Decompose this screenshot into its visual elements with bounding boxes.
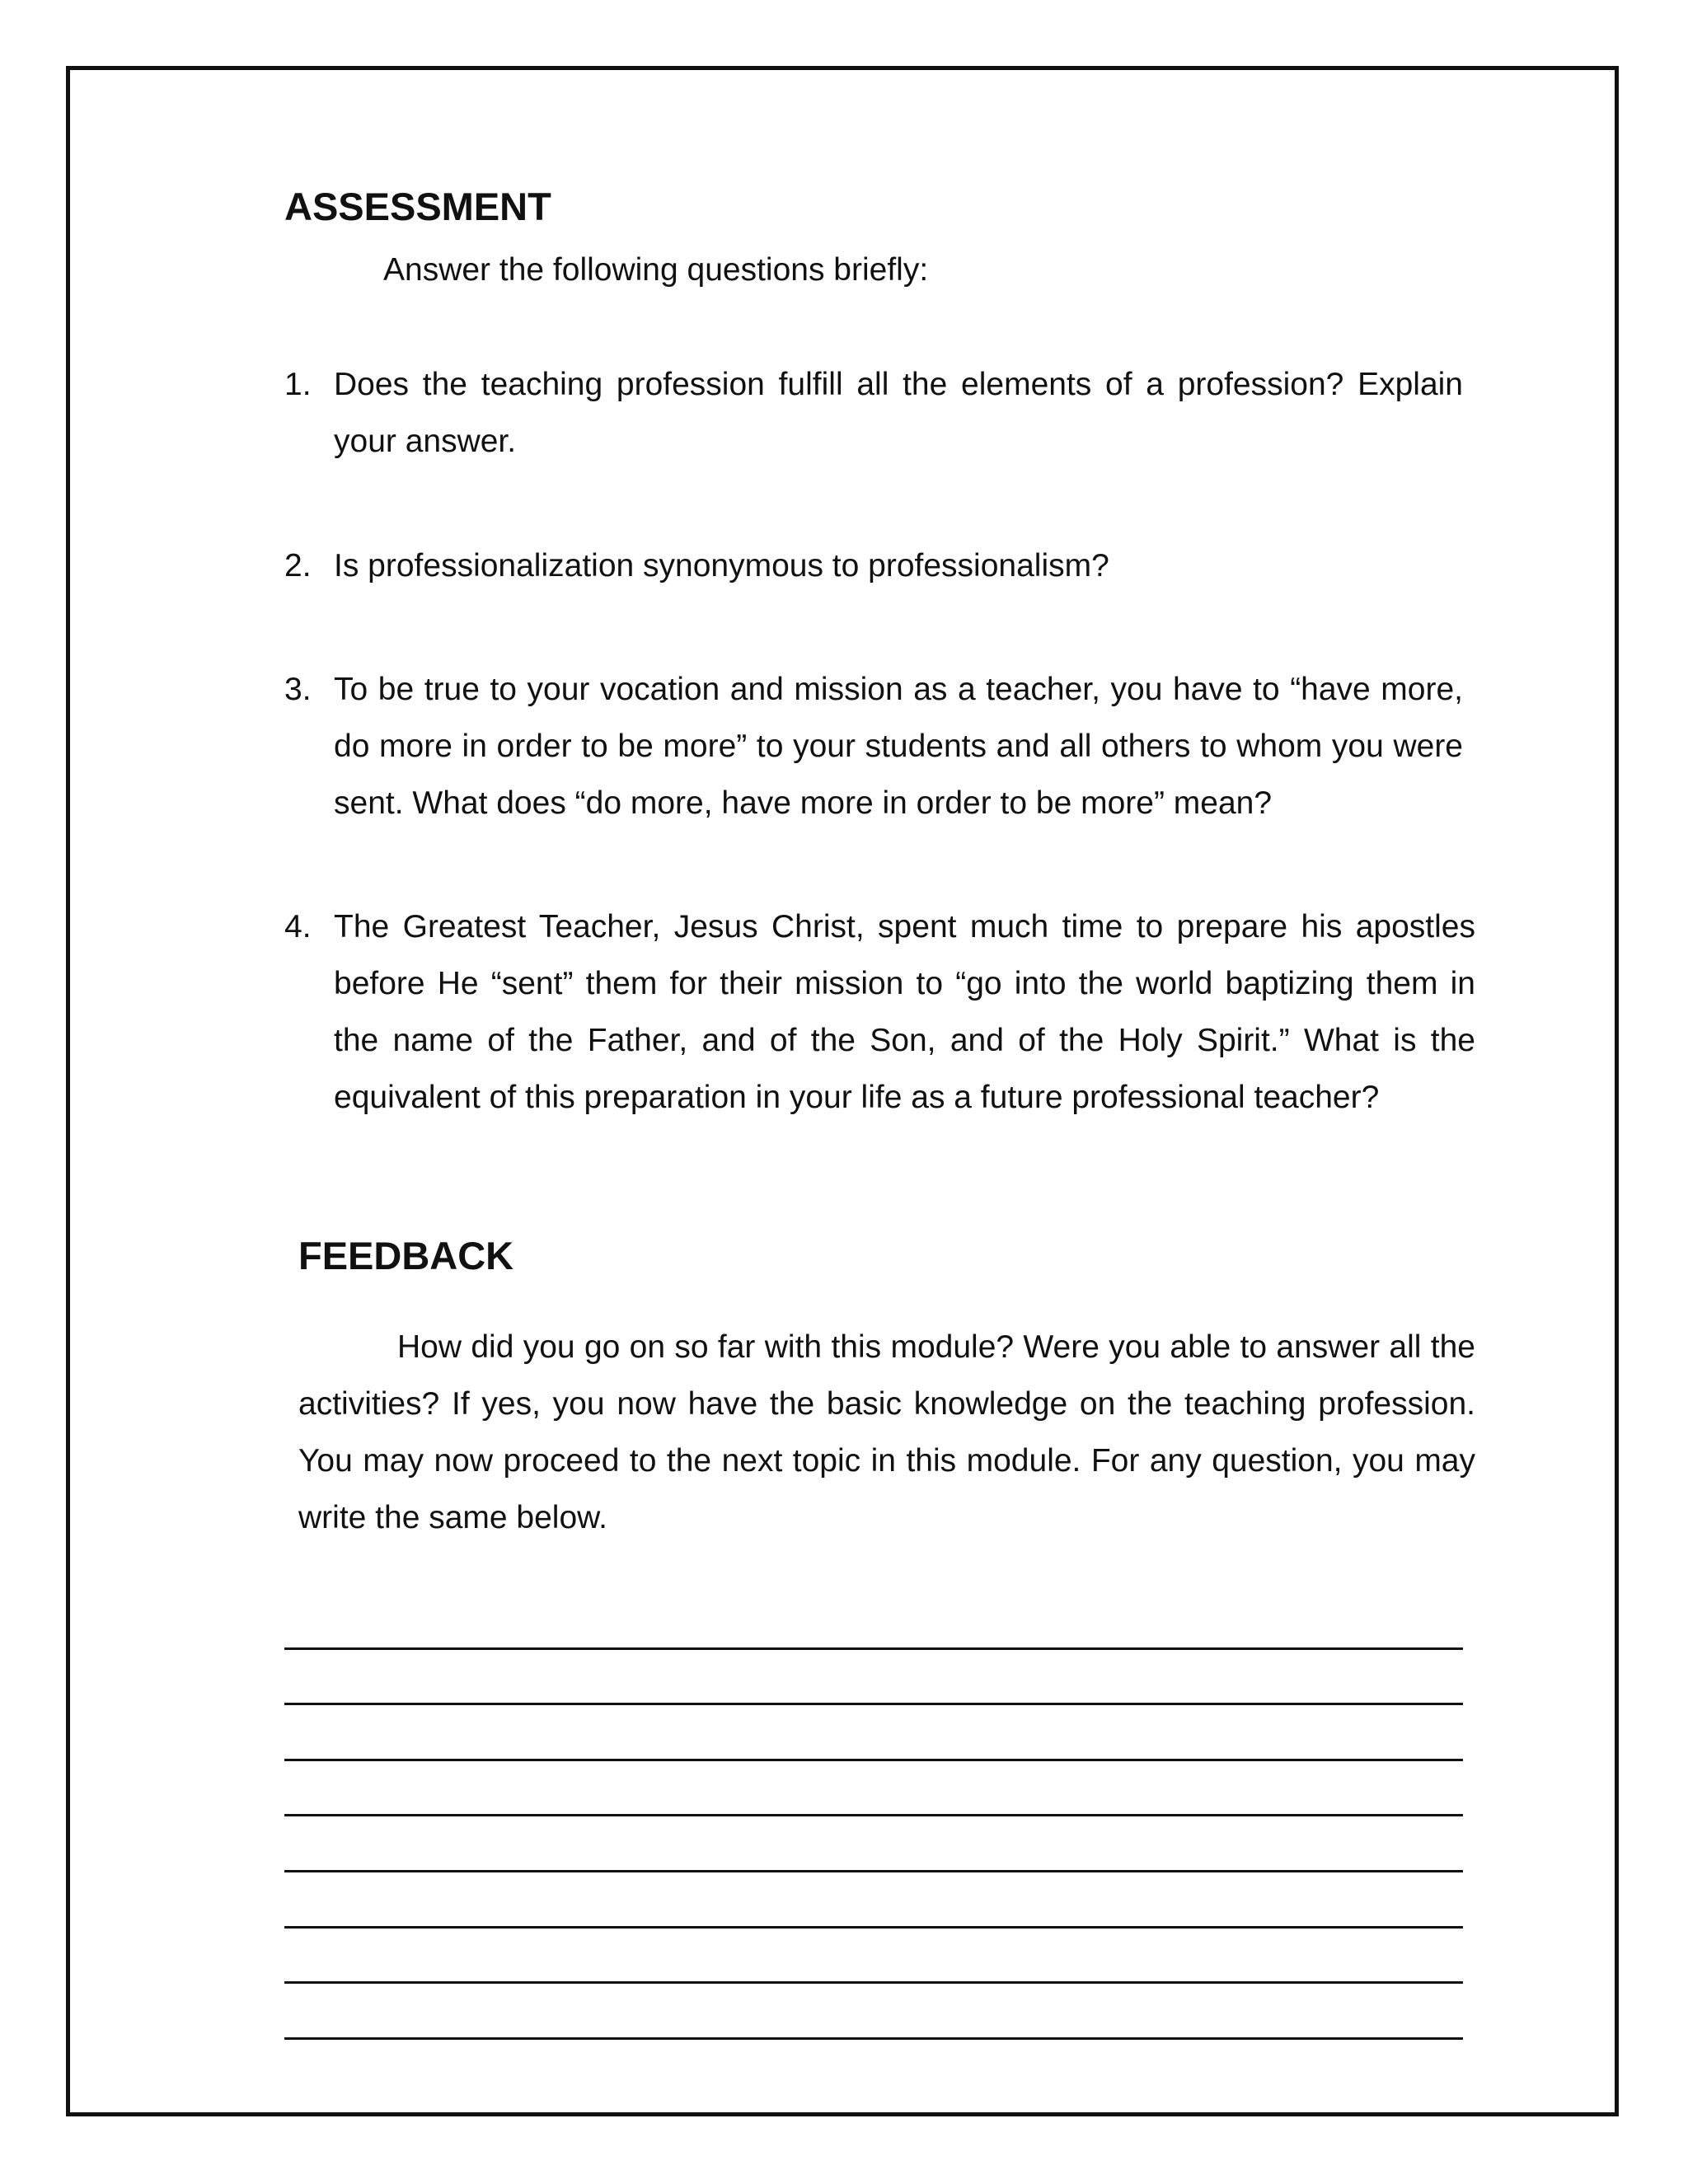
answer-line[interactable]: [284, 1705, 1463, 1761]
answer-line[interactable]: [284, 1816, 1463, 1872]
answer-line[interactable]: [284, 1929, 1463, 1985]
assessment-heading: ASSESSMENT: [284, 185, 551, 228]
question-3: [284, 661, 1463, 832]
answer-line[interactable]: [284, 1594, 1463, 1650]
feedback-paragraph: How did you go on so far with this module? Were you able to answer all the activities? If yes, you now have the basic knowledge on the teaching profession. You may now proceed to the next topic in this module. For any question, you may write the same below.: [298, 1329, 1475, 1535]
answer-lines[interactable]: [284, 1594, 1463, 2040]
question-4: [284, 898, 1475, 1126]
question-2: [284, 537, 1471, 594]
question-text: The Greatest Teacher, Jesus Christ, spent much time to prepare his apostles before He “sent” them for their mission to “go into the world baptizing them in the name of the Father, and of the Son, and of the Holy Spirit.” What is the equivalent of this preparation in your life as a future professional teacher?: [334, 909, 1475, 1115]
question-number: 3.: [284, 672, 312, 707]
answer-line[interactable]: [284, 1872, 1463, 1929]
question-number: 2.: [284, 548, 312, 583]
question-number: 4.: [284, 909, 312, 944]
question-text: To be true to your vocation and mission as a teacher, you have to “have more, do more in order to be more” to your students and all others to whom you were sent. What does “do more, have more in order to be more” mean?: [334, 672, 1463, 821]
answer-line[interactable]: [284, 1761, 1463, 1817]
question-text: Does the teaching profession fulfill all the elements of a profession? Explain your answer.: [334, 367, 1463, 459]
question-text: Is professionalization synonymous to professionalism?: [334, 548, 1109, 583]
question-number: 1.: [284, 367, 312, 402]
question-1: [284, 356, 1463, 470]
assessment-instruction: Answer the following questions briefly:: [383, 252, 929, 288]
answer-line[interactable]: [284, 1650, 1463, 1706]
feedback-heading: FEEDBACK: [298, 1234, 514, 1277]
answer-line[interactable]: [284, 1984, 1463, 2040]
